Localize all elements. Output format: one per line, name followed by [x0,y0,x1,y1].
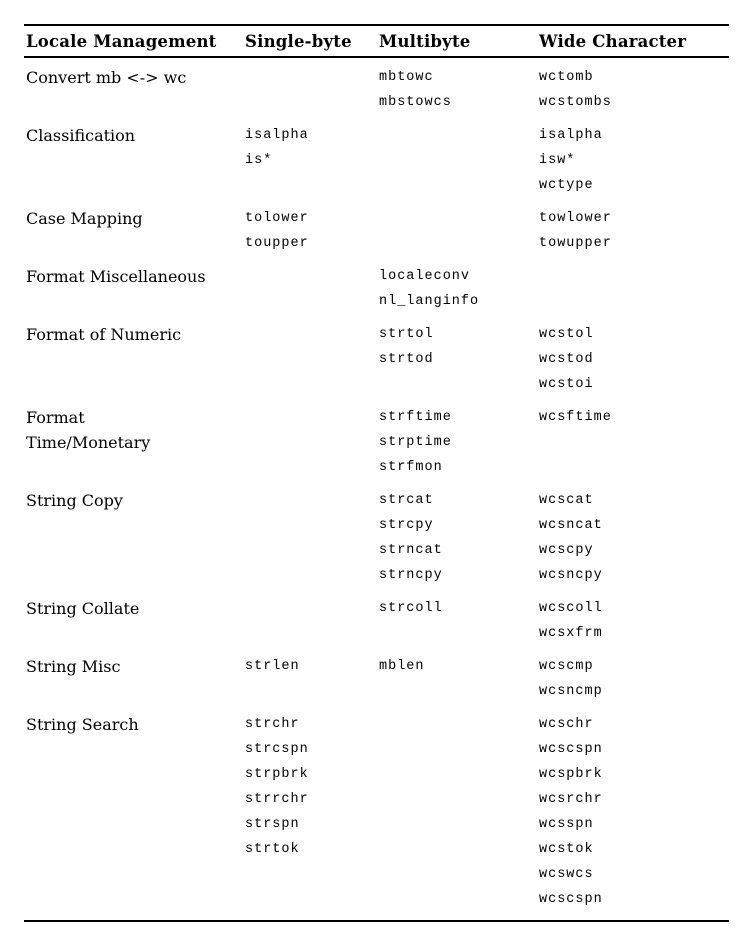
category-cell [24,206,243,256]
function-name: wcswcs [539,867,594,882]
function-name: strptime [379,435,452,450]
function-name: strspn [245,817,300,832]
function-name: wcsncmp [539,684,603,699]
single-byte-cell [243,712,377,912]
single-byte-cell [243,65,377,115]
category-label: Time/Monetary [26,433,151,452]
function-name: wcsspn [539,817,594,832]
multibyte-cell [377,654,537,704]
function-name: strtol [379,327,434,342]
multibyte-cell [377,65,537,115]
function-name: wcstol [539,327,594,342]
table-row [24,123,729,198]
category-label: Format Miscellaneous [26,267,206,286]
category-label: String Misc [26,657,121,676]
locale-functions-table [24,24,729,922]
function-name: mblen [379,659,425,674]
table-row [24,712,729,912]
wide-character-cell [537,206,729,256]
wide-character-cell [537,322,729,397]
function-name: isw* [539,153,576,168]
category-label: Classification [26,126,136,145]
category-cell [24,264,243,314]
function-name: mbstowcs [379,95,452,110]
function-name: towlower [539,211,612,226]
multibyte-cell [377,123,537,198]
single-byte-cell [243,206,377,256]
wide-character-cell [537,596,729,646]
function-name: nl_langinfo [379,294,480,309]
function-name: wcstombs [539,95,612,110]
multibyte-cell [377,206,537,256]
column-header-single-byte: Single-byte [245,31,352,51]
function-name: wcsftime [539,410,612,425]
function-name: tolower [245,211,309,226]
function-name: wcscpy [539,543,594,558]
function-name: wcscspn [539,742,603,757]
single-byte-cell [243,654,377,704]
function-name: wcscoll [539,601,603,616]
wide-character-cell [537,712,729,912]
table-row [24,596,729,646]
multibyte-cell [377,322,537,397]
function-name: strlen [245,659,300,674]
wide-character-cell [537,405,729,480]
wide-character-cell [537,65,729,115]
function-name: strfmon [379,460,443,475]
table-row [24,488,729,588]
multibyte-cell [377,596,537,646]
function-name: isalpha [539,128,603,143]
function-name: is* [245,153,273,168]
function-name: localeconv [379,269,471,284]
category-label: String Search [26,715,139,734]
function-name: mbtowc [379,70,434,85]
wide-character-cell [537,654,729,704]
category-label: Case Mapping [26,209,143,228]
single-byte-cell [243,596,377,646]
category-cell [24,712,243,912]
single-byte-cell [243,123,377,198]
function-name: strrchr [245,792,309,807]
category-cell [24,65,243,115]
function-name: strtod [379,352,434,367]
column-header-locale-management: Locale Management [26,31,217,51]
function-name: strcat [379,493,434,508]
table-row [24,322,729,397]
function-name: strtok [245,842,300,857]
category-label: String Collate [26,599,140,618]
category-cell [24,405,243,480]
table-bottom-rule [24,920,729,922]
single-byte-cell [243,322,377,397]
function-name: isalpha [245,128,309,143]
category-label: Convert mb <-> wc [26,68,187,87]
function-name: wcscat [539,493,594,508]
function-name: wcsncat [539,518,603,533]
function-name: wcscmp [539,659,594,674]
function-name: wcstod [539,352,594,367]
table-header-row [24,26,729,56]
column-header-multibyte: Multibyte [379,31,471,51]
function-name: strcspn [245,742,309,757]
multibyte-cell [377,712,537,912]
single-byte-cell [243,405,377,480]
function-name: strcoll [379,601,443,616]
function-name: wcsxfrm [539,626,603,641]
category-label: Format [26,408,85,427]
table-row [24,405,729,480]
category-label: Format of Numeric [26,325,182,344]
table-row [24,65,729,115]
category-cell [24,596,243,646]
function-name: wctype [539,178,594,193]
single-byte-cell [243,264,377,314]
function-name: strcpy [379,518,434,533]
category-cell [24,123,243,198]
table-body [24,58,729,920]
multibyte-cell [377,405,537,480]
table-row [24,654,729,704]
single-byte-cell [243,488,377,588]
function-name: wcschr [539,717,594,732]
wide-character-cell [537,123,729,198]
wide-character-cell [537,488,729,588]
category-cell [24,322,243,397]
table-row [24,264,729,314]
function-name: strchr [245,717,300,732]
function-name: wcsrchr [539,792,603,807]
wide-character-cell [537,264,729,314]
category-cell [24,654,243,704]
function-name: wcstok [539,842,594,857]
function-name: wcspbrk [539,767,603,782]
function-name: strncpy [379,568,443,583]
function-name: towupper [539,236,612,251]
function-name: strftime [379,410,452,425]
column-header-wide-character: Wide Character [539,31,687,51]
function-name: wctomb [539,70,594,85]
function-name: strncat [379,543,443,558]
category-label: String Copy [26,491,123,510]
function-name: wcsncpy [539,568,603,583]
function-name: wcstoi [539,377,594,392]
function-name: wcscspn [539,892,603,907]
function-name: strpbrk [245,767,309,782]
function-name: toupper [245,236,309,251]
multibyte-cell [377,488,537,588]
category-cell [24,488,243,588]
table-row [24,206,729,256]
multibyte-cell [377,264,537,314]
